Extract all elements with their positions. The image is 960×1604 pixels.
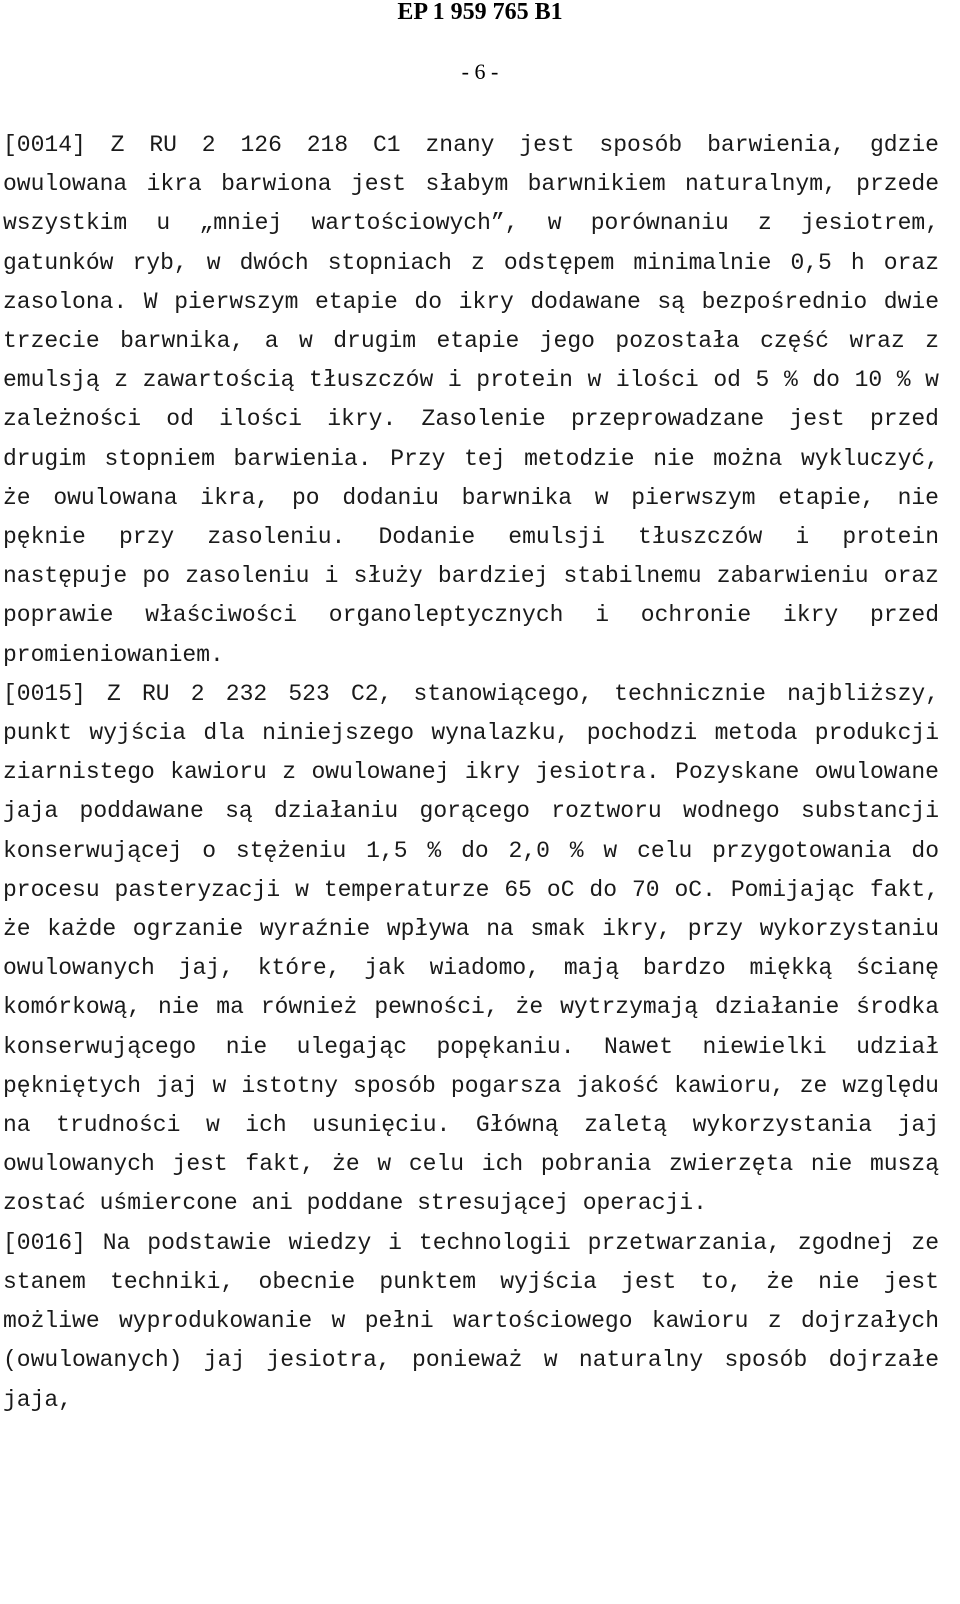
patent-number-header: EP 1 959 765 B1 bbox=[397, 0, 563, 25]
page-number: - 6 - bbox=[461, 59, 499, 84]
paragraph-0016: [0016] Na podstawie wiedzy i technologii przetwarzania, zgodnej ze stanem techniki, obecnie punktem wyjścia jest to, że nie jest możliwe wyprodukowanie w pełni wartościowego kawioru z dojrzałych (owulowanych) jaj jesiotra, ponieważ w naturalny sposób dojrzałe jaja, bbox=[3, 1229, 939, 1413]
paragraph-0014: [0014] Z RU 2 126 218 C1 znany jest sposób barwienia, gdzie owulowana ikra barwiona jest słabym barwnikiem naturalnym, przede wszystkim u „mniej wartościowych”, w porównaniu z jesiotrem, gatunków ryb, w dwóch stopniach z odstępem minimalnie 0,5 h oraz zasolona. W pierwszym etapie do ikry dodawane są bezpośrednio dwie trzecie barwnika, a w drugim etapie jego pozostała część wraz z emulsją z zawartością tłuszczów i protein w ilości od 5 % do 10 % w zależności od ilości ikry. Zasolenie przeprowadzane jest przed drugim stopniem barwienia. Przy tej metodzie nie można wykluczyć, że owulowana ikra, po dodaniu barwnika w pierwszym etapie, nie pęknie przy zasoleniu. Dodanie emulsji tłuszczów i protein następuje po zasoleniu i służy bardziej stabilnemu zabarwieniu oraz poprawie właściwości organoleptycznych i ochronie ikry przed promieniowaniem. bbox=[3, 132, 939, 668]
paragraph-0015: [0015] Z RU 2 232 523 C2, stanowiącego, technicznie najbliższy, punkt wyjścia dla niniejszego wynalazku, pochodzi metoda produkcji ziarnistego kawioru z owulowanej ikry jesiotra. Pozyskane owulowane jaja poddawane są działaniu gorącego roztworu wodnego substancji konserwującej o stężeniu 1,5 % do 2,0 % w celu przygotowania do procesu pasteryzacji w temperaturze 65 oC do 70 oC. Pomijając fakt, że każde ogrzanie wyraźnie wpływa na smak ikry, przy wykorzystaniu owulowanych jaj, które, jak wiadomo, mają bardzo miękką ścianę komórkową, nie ma również pewności, że wytrzymają działanie środka konserwującego nie ulegając popękaniu. Nawet niewielki udział pękniętych jaj w istotny sposób pogarsza jakość kawioru, ze względu na trudności w ich usunięciu. Główną zaletą wykorzystania jaj owulowanych jest fakt, że w celu ich pobrania zwierzęta nie muszą zostać uśmiercone ani poddane stresującej operacji. bbox=[3, 680, 939, 1217]
body-text bbox=[3, 126, 939, 1420]
